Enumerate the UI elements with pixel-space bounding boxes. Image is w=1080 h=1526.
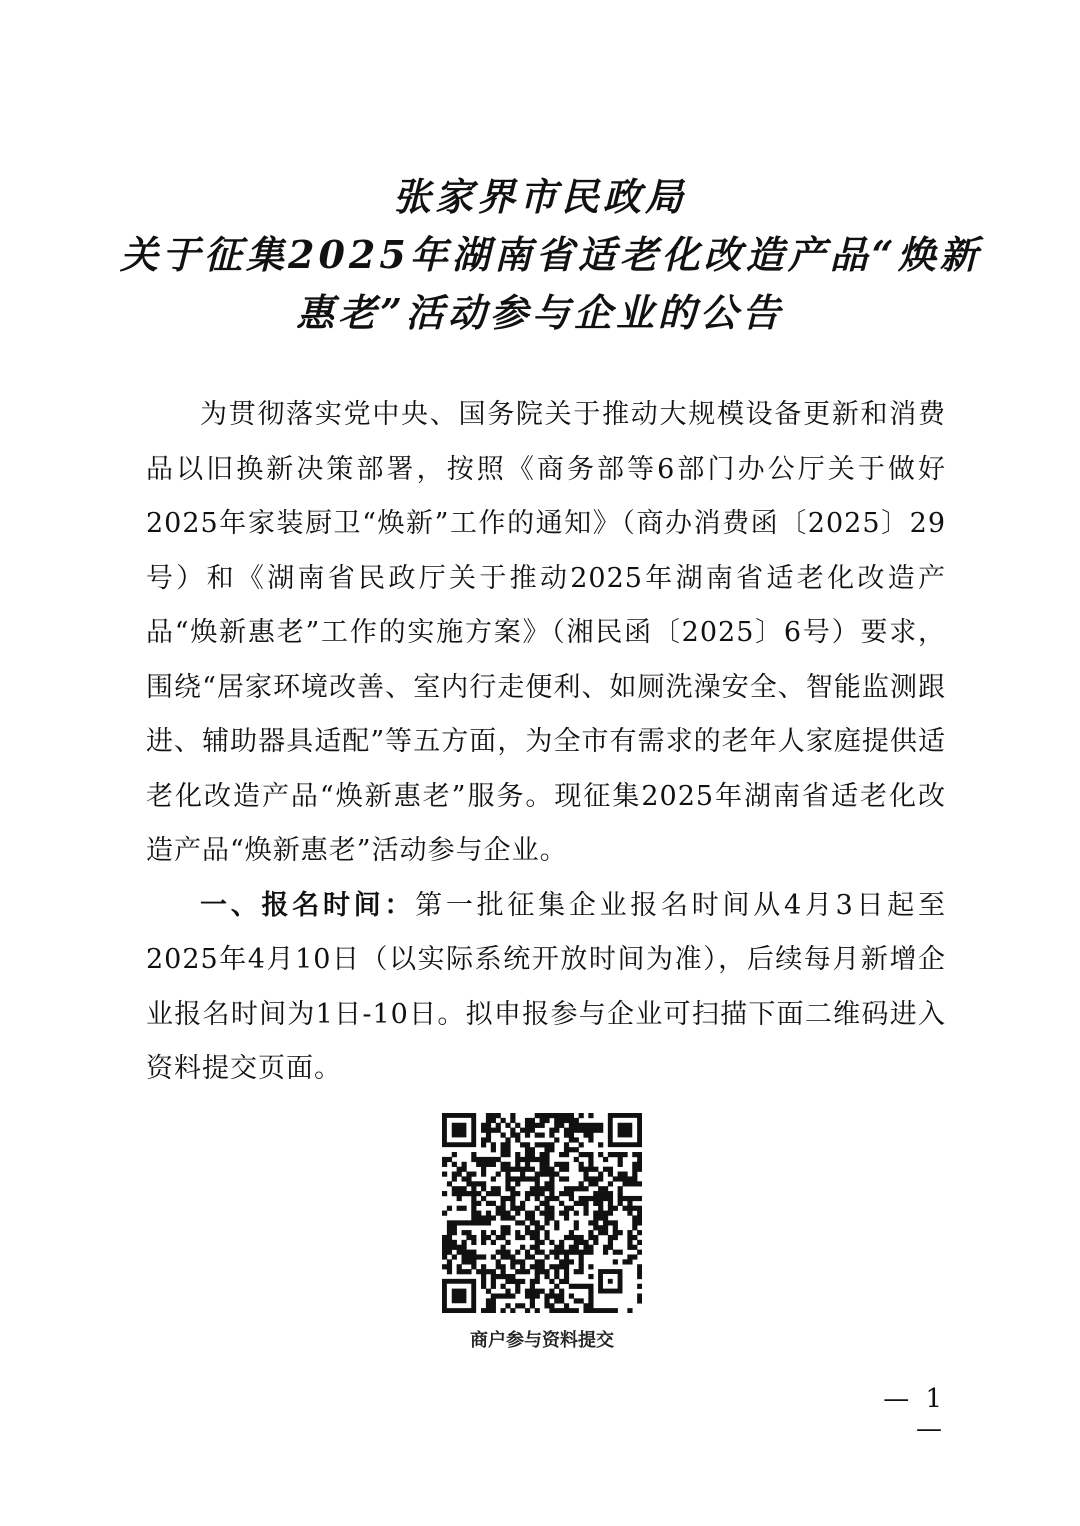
section1-label: 一、报名时间： bbox=[200, 889, 416, 921]
qr-caption: 商户参与资料提交 bbox=[470, 1330, 614, 1351]
intro-paragraph: 为贯彻落实党中央、国务院关于推动大规模设备更新和消费品以旧换新决策部署，按照《商务部等6部门办公厅关于做好2025年家装厨卫“焕新”工作的通知》（商办消费函〔2025〕29号）和《湖南省民政厅关于推动2025年湖南省适老化改造产品“焕新惠老”工作的实施方案》（湘民函〔2025〕6号）要求，围绕“居家环境改善、室内行走便利、如厕洗澡安全、智能监测跟进、辅助器具适配”等五方面，为全市有需求的老年人家庭提供适老化改造产品“焕新惠老”服务。现征集2025年湖南省适老化改造产品“焕新惠老”活动参与企业。 bbox=[146, 399, 946, 866]
section1-paragraph bbox=[146, 879, 946, 1097]
qr-code-graphic bbox=[442, 1113, 642, 1313]
title-line-1: 张家界市民政局 bbox=[392, 174, 687, 219]
document-title bbox=[120, 168, 982, 342]
qr-code-icon[interactable] bbox=[442, 1113, 642, 1313]
document-body bbox=[146, 388, 946, 1097]
title-line-3: 惠老”活动参与企业的公告 bbox=[296, 290, 784, 335]
title-line-2: 关于征集2025年湖南省适老化改造产品“焕新 bbox=[120, 232, 982, 277]
section1-text: 第一批征集企业报名时间从4月3日起至2025年4月10日（以实际系统开放时间为准），后续每月新增企业报名时间为1日-10日。拟申报参与企业可扫描下面二维码进入资料提交页面。 bbox=[146, 889, 947, 1084]
page-number: — 1 — bbox=[883, 1384, 946, 1444]
